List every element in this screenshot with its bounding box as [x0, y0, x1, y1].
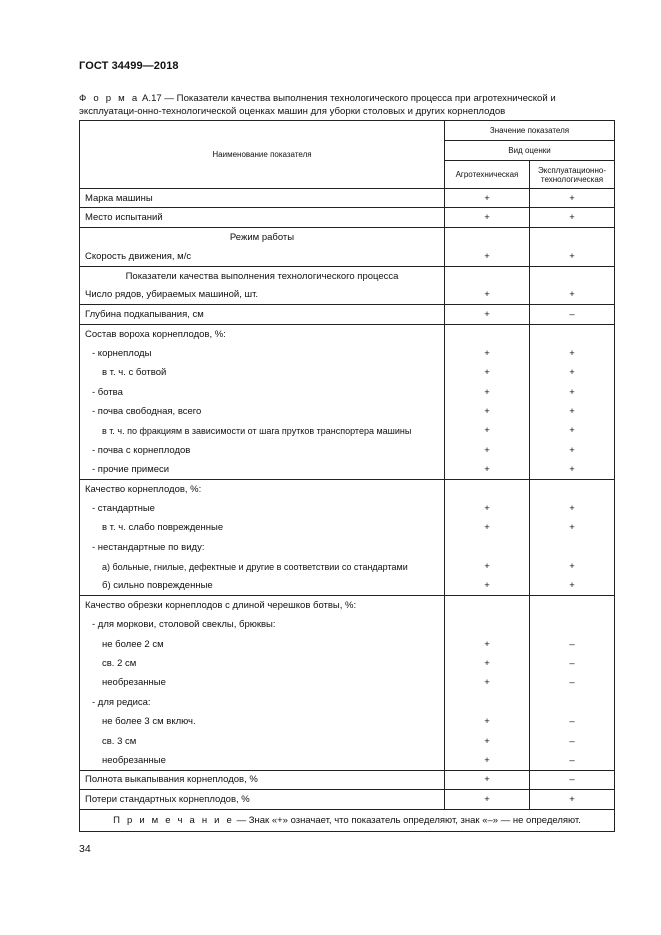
row-group-heading: Состав вороха корнеплодов, %:: [80, 324, 445, 343]
row-agro-mark: +: [445, 344, 530, 363]
table-row: [80, 421, 615, 440]
row-expl-mark: –: [530, 634, 615, 653]
row-group-heading: Качество обрезки корнеплодов с длиной черешков ботвы, %:: [80, 596, 445, 615]
row-expl-mark: +: [530, 247, 615, 266]
row-agro-mark: +: [445, 712, 530, 731]
table-row: [80, 363, 615, 382]
table-row: [80, 634, 615, 653]
table-row: [80, 479, 615, 498]
row-expl-mark: +: [530, 344, 615, 363]
row-agro-mark: +: [445, 673, 530, 692]
row-expl-mark: +: [530, 189, 615, 208]
row-agro-mark: [445, 693, 530, 712]
row-expl-mark: –: [530, 305, 615, 324]
row-expl-mark: +: [530, 576, 615, 595]
table-row: [80, 790, 615, 809]
row-label: Число рядов, убираемых машиной, шт.: [80, 285, 445, 304]
table-row: [80, 557, 615, 576]
row-label: - прочие примеси: [80, 460, 445, 479]
row-label: Глубина подкапывания, см: [80, 305, 445, 324]
row-label: в т. ч. слабо поврежденные: [80, 518, 445, 537]
table-row: [80, 731, 615, 750]
caption-text: А.17 — Показатели качества выполнения технологического процесса при агротехнической и эксплуатаци-онно-технологической оценках машин для уборки столовых и других корнеплодов: [79, 93, 556, 117]
row-label: Потери стандартных корнеплодов, %: [80, 790, 445, 809]
row-expl-mark: [530, 596, 615, 615]
row-agro-mark: +: [445, 634, 530, 653]
table-row: [80, 615, 615, 634]
row-label: Скорость движения, м/с: [80, 247, 445, 266]
row-agro-mark: [445, 227, 530, 246]
table-row: [80, 770, 615, 789]
row-expl-mark: +: [530, 363, 615, 382]
table-row: [80, 712, 615, 731]
row-label: - почва с корнеплодов: [80, 441, 445, 460]
row-agro-mark: +: [445, 402, 530, 421]
table-row: [80, 402, 615, 421]
row-agro-mark: [445, 615, 530, 634]
row-expl-mark: –: [530, 751, 615, 770]
row-label: необрезанные: [80, 673, 445, 692]
table-row: [80, 208, 615, 227]
row-label: св. 3 см: [80, 731, 445, 750]
row-expl-mark: –: [530, 673, 615, 692]
table-row: [80, 382, 615, 401]
row-expl-mark: +: [530, 421, 615, 440]
row-agro-mark: +: [445, 208, 530, 227]
row-expl-mark: [530, 324, 615, 343]
row-expl-mark: [530, 538, 615, 557]
row-expl-mark: +: [530, 402, 615, 421]
row-expl-mark: +: [530, 208, 615, 227]
row-agro-mark: +: [445, 382, 530, 401]
row-label: не более 2 см: [80, 634, 445, 653]
row-expl-mark: [530, 615, 615, 634]
table-row: [80, 266, 615, 285]
table-row: [80, 673, 615, 692]
row-agro-mark: +: [445, 557, 530, 576]
header-agrotechnical: Агротехническая: [445, 161, 530, 189]
row-expl-mark: –: [530, 712, 615, 731]
row-label: - для моркови, столовой свеклы, брюквы:: [80, 615, 445, 634]
row-section-heading: Режим работы: [80, 227, 445, 246]
table-row: [80, 247, 615, 266]
table-row: [80, 305, 615, 324]
row-label: Полнота выкапывания корнеплодов, %: [80, 770, 445, 789]
row-label: а) больные, гнилые, дефектные и другие в соответствии со стандартами: [80, 557, 445, 576]
row-expl-mark: [530, 479, 615, 498]
table-row: [80, 285, 615, 304]
row-agro-mark: [445, 596, 530, 615]
note-row: [80, 809, 615, 831]
table-row: [80, 576, 615, 595]
row-agro-mark: +: [445, 305, 530, 324]
row-agro-mark: [445, 324, 530, 343]
row-agro-mark: [445, 479, 530, 498]
row-expl-mark: +: [530, 441, 615, 460]
row-expl-mark: +: [530, 557, 615, 576]
table-row: [80, 596, 615, 615]
header-indicator-name: Наименование показателя: [80, 121, 445, 189]
row-agro-mark: +: [445, 285, 530, 304]
table-row: [80, 344, 615, 363]
row-label: - для редиса:: [80, 693, 445, 712]
row-agro-mark: +: [445, 518, 530, 537]
row-agro-mark: +: [445, 790, 530, 809]
row-agro-mark: [445, 538, 530, 557]
row-agro-mark: +: [445, 731, 530, 750]
indicators-table: [79, 120, 615, 832]
row-label: б) сильно поврежденные: [80, 576, 445, 595]
row-agro-mark: +: [445, 576, 530, 595]
row-label: св. 2 см: [80, 654, 445, 673]
row-expl-mark: [530, 266, 615, 285]
table-note: [80, 809, 615, 831]
row-agro-mark: +: [445, 421, 530, 440]
row-label: в т. ч. с ботвой: [80, 363, 445, 382]
row-expl-mark: +: [530, 285, 615, 304]
row-label: - стандартные: [80, 499, 445, 518]
table-row: [80, 518, 615, 537]
row-agro-mark: +: [445, 189, 530, 208]
row-expl-mark: +: [530, 790, 615, 809]
table-row: [80, 654, 615, 673]
row-agro-mark: [445, 266, 530, 285]
table-row: [80, 189, 615, 208]
row-section-heading: Показатели качества выполнения технологического процесса: [80, 266, 445, 285]
row-agro-mark: +: [445, 499, 530, 518]
form-caption: [79, 92, 615, 118]
row-expl-mark: +: [530, 499, 615, 518]
row-label: Место испытаний: [80, 208, 445, 227]
row-expl-mark: [530, 227, 615, 246]
row-agro-mark: +: [445, 363, 530, 382]
row-expl-mark: –: [530, 654, 615, 673]
page-number: 34: [79, 843, 91, 855]
row-label: необрезанные: [80, 751, 445, 770]
row-expl-mark: [530, 693, 615, 712]
row-label: - ботва: [80, 382, 445, 401]
row-expl-mark: –: [530, 770, 615, 789]
row-expl-mark: +: [530, 382, 615, 401]
row-expl-mark: +: [530, 460, 615, 479]
row-expl-mark: –: [530, 731, 615, 750]
table-row: [80, 227, 615, 246]
row-label: - корнеплоды: [80, 344, 445, 363]
table-row: [80, 751, 615, 770]
table-row: [80, 441, 615, 460]
row-label: Марка машины: [80, 189, 445, 208]
row-agro-mark: +: [445, 460, 530, 479]
row-group-heading: Качество корнеплодов, %:: [80, 479, 445, 498]
table-row: [80, 499, 615, 518]
row-label: не более 3 см включ.: [80, 712, 445, 731]
note-text: — Знак «+» означает, что показатель определяют, знак «–» — не определяют.: [233, 814, 581, 826]
row-agro-mark: +: [445, 247, 530, 266]
row-label: в т. ч. по фракциям в зависимости от шага прутков транспортера машины: [80, 421, 445, 440]
header-value: Значение показателя: [445, 121, 615, 141]
table-row: [80, 538, 615, 557]
row-agro-mark: +: [445, 654, 530, 673]
row-label: - почва свободная, всего: [80, 402, 445, 421]
row-label: - нестандартные по виду:: [80, 538, 445, 557]
row-agro-mark: +: [445, 770, 530, 789]
header-operational: Эксплуатационно-технологическая: [530, 161, 615, 189]
table-row: [80, 324, 615, 343]
table-row: [80, 460, 615, 479]
document-standard-title: ГОСТ 34499—2018: [79, 60, 179, 72]
row-agro-mark: +: [445, 441, 530, 460]
row-agro-mark: +: [445, 751, 530, 770]
header-eval-type: Вид оценки: [445, 141, 615, 161]
caption-prefix: Ф о р м а: [79, 93, 140, 104]
table-row: [80, 693, 615, 712]
row-expl-mark: +: [530, 518, 615, 537]
note-prefix: П р и м е ч а н и е: [113, 814, 234, 826]
